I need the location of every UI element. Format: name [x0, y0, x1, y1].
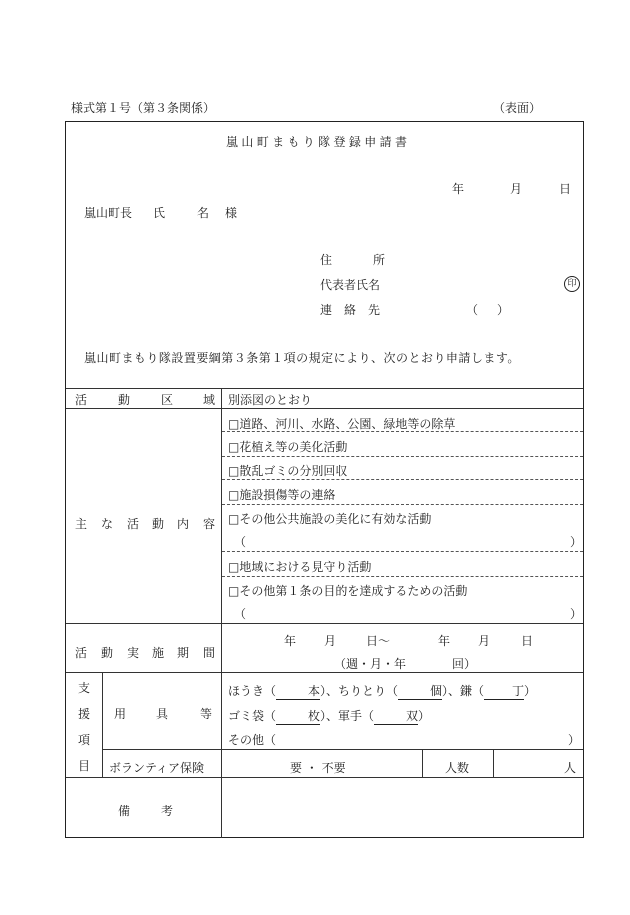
tools-label-3: 等 — [200, 707, 213, 721]
activities-label-3: 活 — [127, 517, 140, 531]
column-divider-count-left — [422, 749, 423, 777]
addressee-sama: 様 — [225, 206, 238, 220]
chiritori-count-field[interactable] — [398, 682, 442, 700]
activity-separator — [222, 456, 583, 457]
chiritori-unit: 個 — [430, 684, 443, 698]
date-day: 日 — [559, 182, 572, 196]
tools-close-paren-1: ） — [524, 684, 537, 698]
area-label-2: 動 — [118, 393, 131, 407]
checkbox[interactable]: □ — [228, 440, 240, 454]
contact-label-1: 連 — [320, 303, 333, 317]
activities-label-1: 主 — [75, 517, 88, 531]
tools-other-close: ） — [568, 733, 581, 747]
remarks-label-2: 考 — [161, 804, 174, 818]
row-divider-area-top — [66, 388, 583, 389]
remarks-label-1: 備 — [118, 804, 131, 818]
contact-label-3: 先 — [368, 303, 381, 317]
support-label-3: 項 — [78, 733, 91, 747]
checkbox[interactable]: □ — [228, 488, 240, 502]
activity-text: 散乱ゴミの分別回収 — [239, 464, 348, 478]
checkbox[interactable]: □ — [228, 560, 240, 574]
tools-label-1: 用 — [114, 707, 127, 721]
tools-gunte-label: ）、軍手（ — [320, 709, 375, 723]
activity-separator — [222, 551, 583, 552]
gomi-unit: 枚 — [308, 709, 321, 723]
addressee-mei: 名 — [197, 206, 210, 220]
row-divider-support-bottom — [66, 777, 583, 778]
row-divider-activities-bottom — [66, 623, 583, 624]
gomi-count-field[interactable] — [276, 707, 320, 725]
gunte-count-field[interactable] — [374, 707, 418, 725]
activity-text: その他第１条の目的を達成するための活動 — [239, 584, 468, 598]
activity-item-flowers[interactable] — [228, 438, 347, 455]
period-start-year: 年 — [284, 634, 297, 648]
row-divider-period-bottom — [66, 672, 583, 673]
statement: 嵐山町まもり隊設置要綱第３条第１項の規定により、次のとおり申請します。 — [84, 351, 520, 365]
period-label-4: 施 — [152, 646, 165, 660]
activities-label-6: 容 — [203, 517, 216, 531]
houki-unit: 本 — [308, 684, 321, 698]
period-label-3: 実 — [127, 646, 140, 660]
tools-houki-label: ほうき（ — [228, 684, 277, 698]
area-value: 別添図のとおり — [228, 393, 313, 407]
support-label-1: 支 — [78, 681, 91, 695]
activities-label-2: な — [101, 517, 114, 531]
period-label-5: 期 — [177, 646, 190, 660]
tools-row-2 — [228, 707, 430, 725]
activities-label-5: 内 — [177, 517, 190, 531]
kama-unit: 丁 — [512, 684, 525, 698]
checkbox[interactable]: □ — [228, 584, 240, 598]
activity-separator — [222, 576, 583, 577]
tools-label-2: 具 — [156, 707, 169, 721]
insurance-label: ボランティア保険 — [109, 761, 205, 775]
column-divider-count-right — [493, 749, 494, 777]
activity-item-damage-report[interactable] — [228, 486, 335, 503]
insurance-choice[interactable]: 要 ・ 不要 — [290, 761, 346, 775]
date-year: 年 — [452, 182, 465, 196]
addressee-shi: 氏 — [153, 206, 166, 220]
period-start-day: 日〜 — [366, 634, 391, 648]
kama-count-field[interactable] — [484, 682, 524, 700]
area-label-1: 活 — [75, 393, 88, 407]
address-label-2: 所 — [373, 253, 386, 267]
activity-text: 地域における見守り活動 — [239, 560, 372, 574]
activity-separator — [222, 504, 583, 505]
period-frequency: （週・月・年 — [334, 657, 407, 671]
application-form — [65, 121, 584, 838]
houki-count-field[interactable] — [276, 682, 320, 700]
checkbox[interactable]: □ — [228, 417, 240, 431]
area-label-3: 区 — [161, 393, 174, 407]
activity-item-watch[interactable] — [228, 558, 371, 575]
activity-text: 施設損傷等の連絡 — [239, 488, 336, 502]
row-divider-area-bottom — [66, 408, 583, 409]
contact-paren-open: （ — [466, 303, 479, 317]
period-label-1: 活 — [75, 646, 88, 660]
activities-label-4: 動 — [152, 517, 165, 531]
tools-gomi-label: ゴミ袋（ — [228, 709, 277, 723]
period-label-6: 間 — [203, 646, 216, 660]
activity-separator — [222, 479, 583, 480]
activity-item-other-purpose[interactable] — [228, 582, 467, 599]
activity-item-other-facilities[interactable] — [228, 510, 431, 527]
date-month: 月 — [510, 182, 523, 196]
column-divider-support — [102, 672, 103, 777]
activity-item-garbage[interactable] — [228, 462, 347, 479]
activity-item-weeding[interactable] — [228, 415, 455, 432]
seal-stamp — [564, 275, 580, 292]
tools-other-label: その他（ — [228, 733, 277, 747]
row-divider-tools-bottom — [102, 749, 583, 750]
support-label-2: 援 — [78, 707, 91, 721]
gunte-unit: 双 — [406, 709, 419, 723]
tools-chiritori-label: ）、ちりとり（ — [320, 684, 399, 698]
addressee-name: 嵐山町長 — [84, 206, 133, 220]
activity-paren-close-2: ） — [570, 607, 583, 621]
activity-paren-open-1: （ — [234, 535, 247, 549]
form-title: 嵐山町まもり隊登録申請書 — [226, 135, 411, 149]
activity-paren-open-2: （ — [234, 607, 247, 621]
checkbox[interactable]: □ — [228, 512, 240, 526]
tools-close-paren-2: ） — [418, 709, 431, 723]
tools-kama-label: ）、鎌（ — [442, 684, 485, 698]
period-start-month: 月 — [324, 634, 337, 648]
contact-label-2: 絡 — [344, 303, 357, 317]
count-unit: 人 — [564, 761, 577, 775]
period-end-year: 年 — [438, 634, 451, 648]
period-times: 回） — [452, 657, 477, 671]
tools-row-1 — [228, 682, 536, 700]
representative-label: 代表者氏名 — [320, 278, 381, 292]
activity-text: その他公共施設の美化に有効な活動 — [239, 512, 432, 526]
checkbox[interactable]: □ — [228, 464, 240, 478]
activity-paren-close-1: ） — [570, 535, 583, 549]
activity-text: 花植え等の美化活動 — [239, 440, 348, 454]
period-end-month: 月 — [478, 634, 491, 648]
period-end-day: 日 — [521, 634, 534, 648]
seal-stamp-glyph: 印 — [564, 276, 580, 292]
support-label-4: 目 — [78, 759, 91, 773]
period-label-2: 動 — [101, 646, 114, 660]
count-label: 人数 — [445, 761, 470, 775]
activity-text: 道路、河川、水路、公園、緑地等の除草 — [239, 417, 456, 431]
face-label: （表面） — [493, 101, 542, 115]
address-label-1: 住 — [320, 253, 333, 267]
contact-paren-close: ） — [497, 303, 510, 317]
form-number: 様式第１号（第３条関係） — [71, 101, 216, 115]
area-label-4: 域 — [203, 393, 216, 407]
